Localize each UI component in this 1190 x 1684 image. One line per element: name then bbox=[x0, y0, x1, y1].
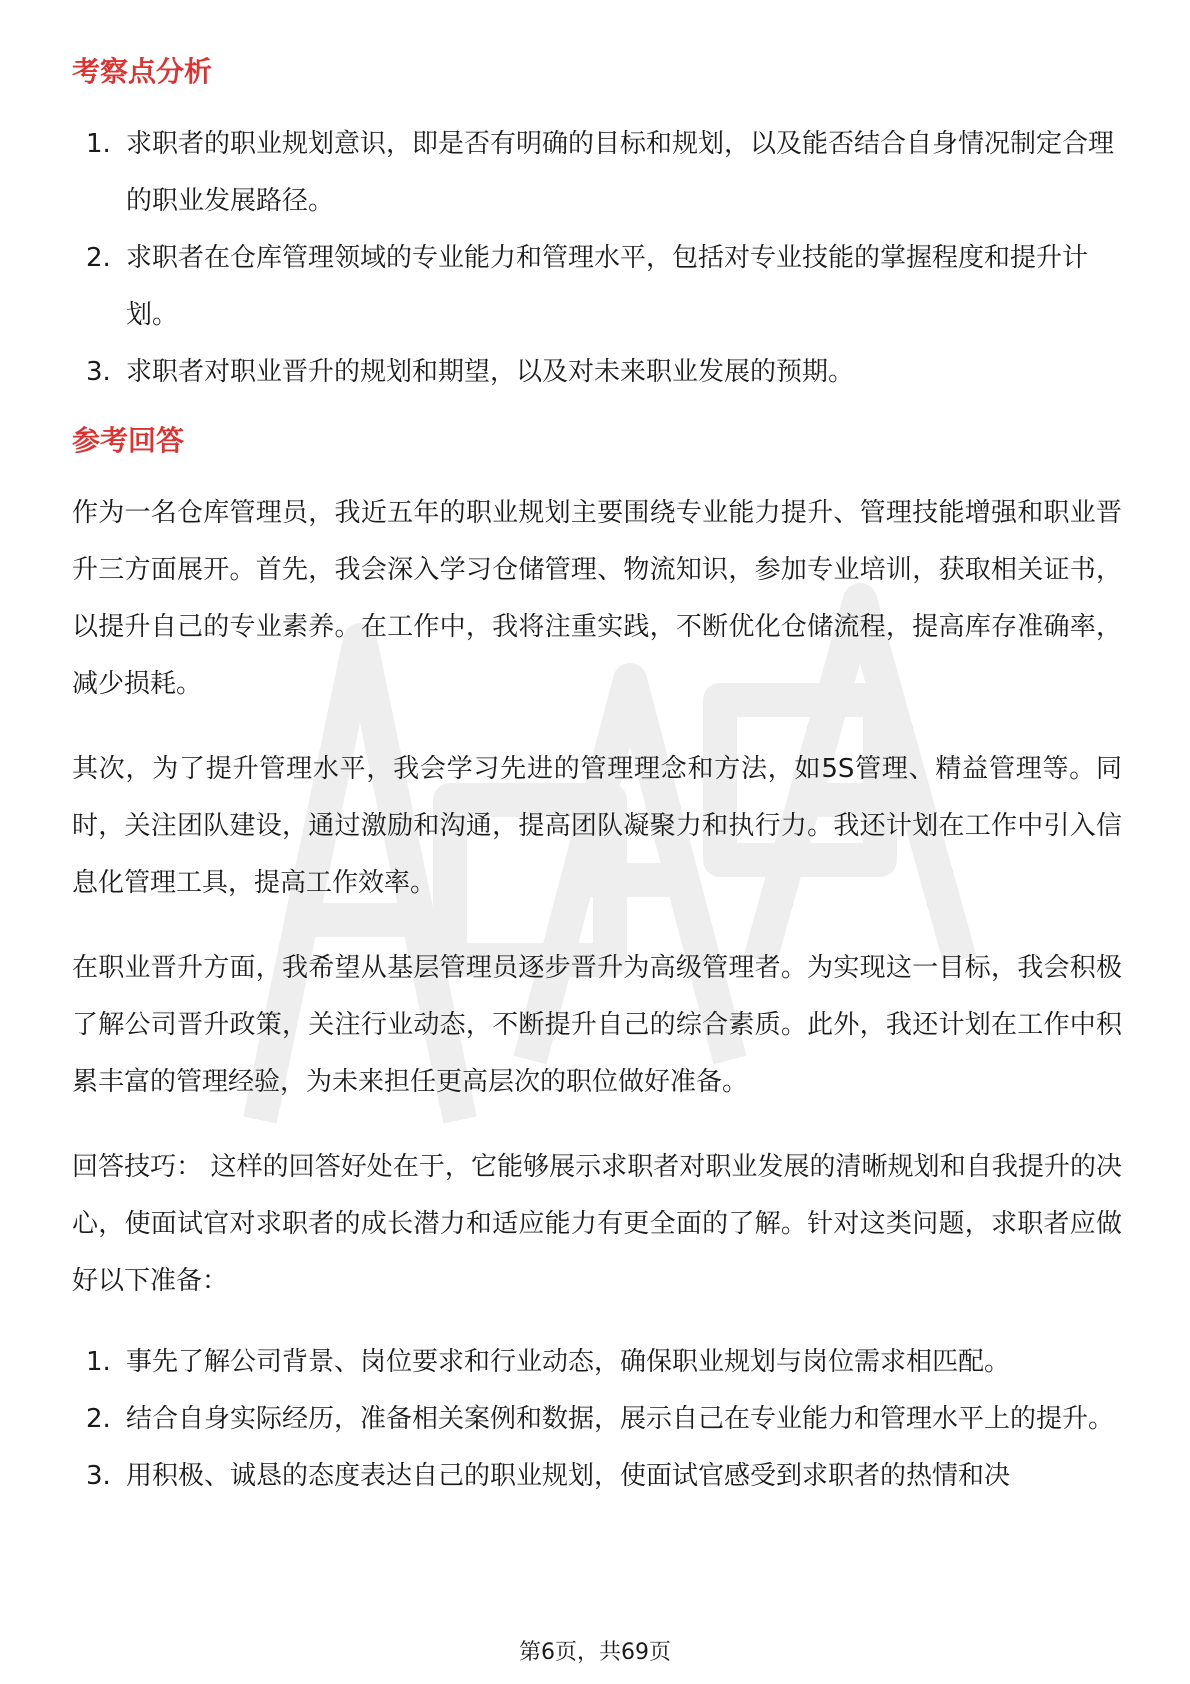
list-text: 求职者的职业规划意识，即是否有明确的目标和规划，以及能否结合自身情况制定合理的职业发展路径。 bbox=[126, 129, 1115, 216]
answer-paragraph: 在职业晋升方面，我希望从基层管理员逐步晋升为高级管理者。为实现这一目标，我会积极了解公司晋升政策，关注行业动态，不断提升自己的综合素质。此外，我还计划在工作中积累丰富的管理经验，为未来担任更高层次的职位做好准备。 bbox=[72, 953, 1122, 1097]
list-item bbox=[72, 1391, 1122, 1448]
list-number: 3. bbox=[86, 357, 111, 387]
answer-heading: 参考回答 bbox=[72, 424, 185, 457]
list-number: 2. bbox=[86, 1404, 111, 1434]
list-item bbox=[72, 1334, 1122, 1391]
list-text: 求职者在仓库管理领域的专业能力和管理水平，包括对专业技能的掌握程度和提升计划。 bbox=[126, 243, 1089, 330]
answer-paragraph: 其次，为了提升管理水平，我会学习先进的管理理念和方法，如5S管理、精益管理等。同时，关注团队建设，通过激励和沟通，提高团队凝聚力和执行力。我还计划在工作中引入信息化管理工具，提高工作效率。 bbox=[72, 754, 1122, 898]
list-text: 结合自身实际经历，准备相关案例和数据，展示自己在专业能力和管理水平上的提升。 bbox=[126, 1404, 1115, 1434]
list-item bbox=[72, 344, 1122, 401]
answer-paragraph: 作为一名仓库管理员，我近五年的职业规划主要围绕专业能力提升、管理技能增强和职业晋升三方面展开。首先，我会深入学习仓储管理、物流知识，参加专业培训，获取相关证书，以提升自己的专业素养。在工作中，我将注重实践，不断优化仓储流程，提高库存准确率，减少损耗。 bbox=[72, 498, 1122, 699]
list-number: 1. bbox=[86, 129, 111, 159]
list-item bbox=[72, 116, 1122, 230]
tips-list bbox=[72, 1334, 1122, 1505]
analysis-list bbox=[72, 116, 1122, 401]
list-text: 事先了解公司背景、岗位要求和行业动态，确保职业规划与岗位需求相匹配。 bbox=[126, 1347, 1011, 1377]
analysis-heading: 考察点分析 bbox=[72, 55, 213, 88]
list-text: 用积极、诚恳的态度表达自己的职业规划，使面试官感受到求职者的热情和决 bbox=[126, 1461, 1011, 1491]
list-text: 求职者对职业晋升的规划和期望，以及对未来职业发展的预期。 bbox=[126, 357, 855, 387]
page-number: 第6页，共69页 bbox=[519, 1640, 671, 1665]
list-number: 1. bbox=[86, 1347, 111, 1377]
list-number: 2. bbox=[86, 243, 111, 273]
list-item bbox=[72, 1448, 1122, 1505]
tips-paragraph: 回答技巧： 这样的回答好处在于，它能够展示求职者对职业发展的清晰规划和自我提升的决心，使面试官对求职者的成长潜力和适应能力有更全面的了解。针对这类问题，求职者应做好以下准备： bbox=[72, 1152, 1122, 1296]
list-item bbox=[72, 230, 1122, 344]
document-content bbox=[72, 48, 1122, 1505]
list-number: 3. bbox=[86, 1461, 111, 1491]
